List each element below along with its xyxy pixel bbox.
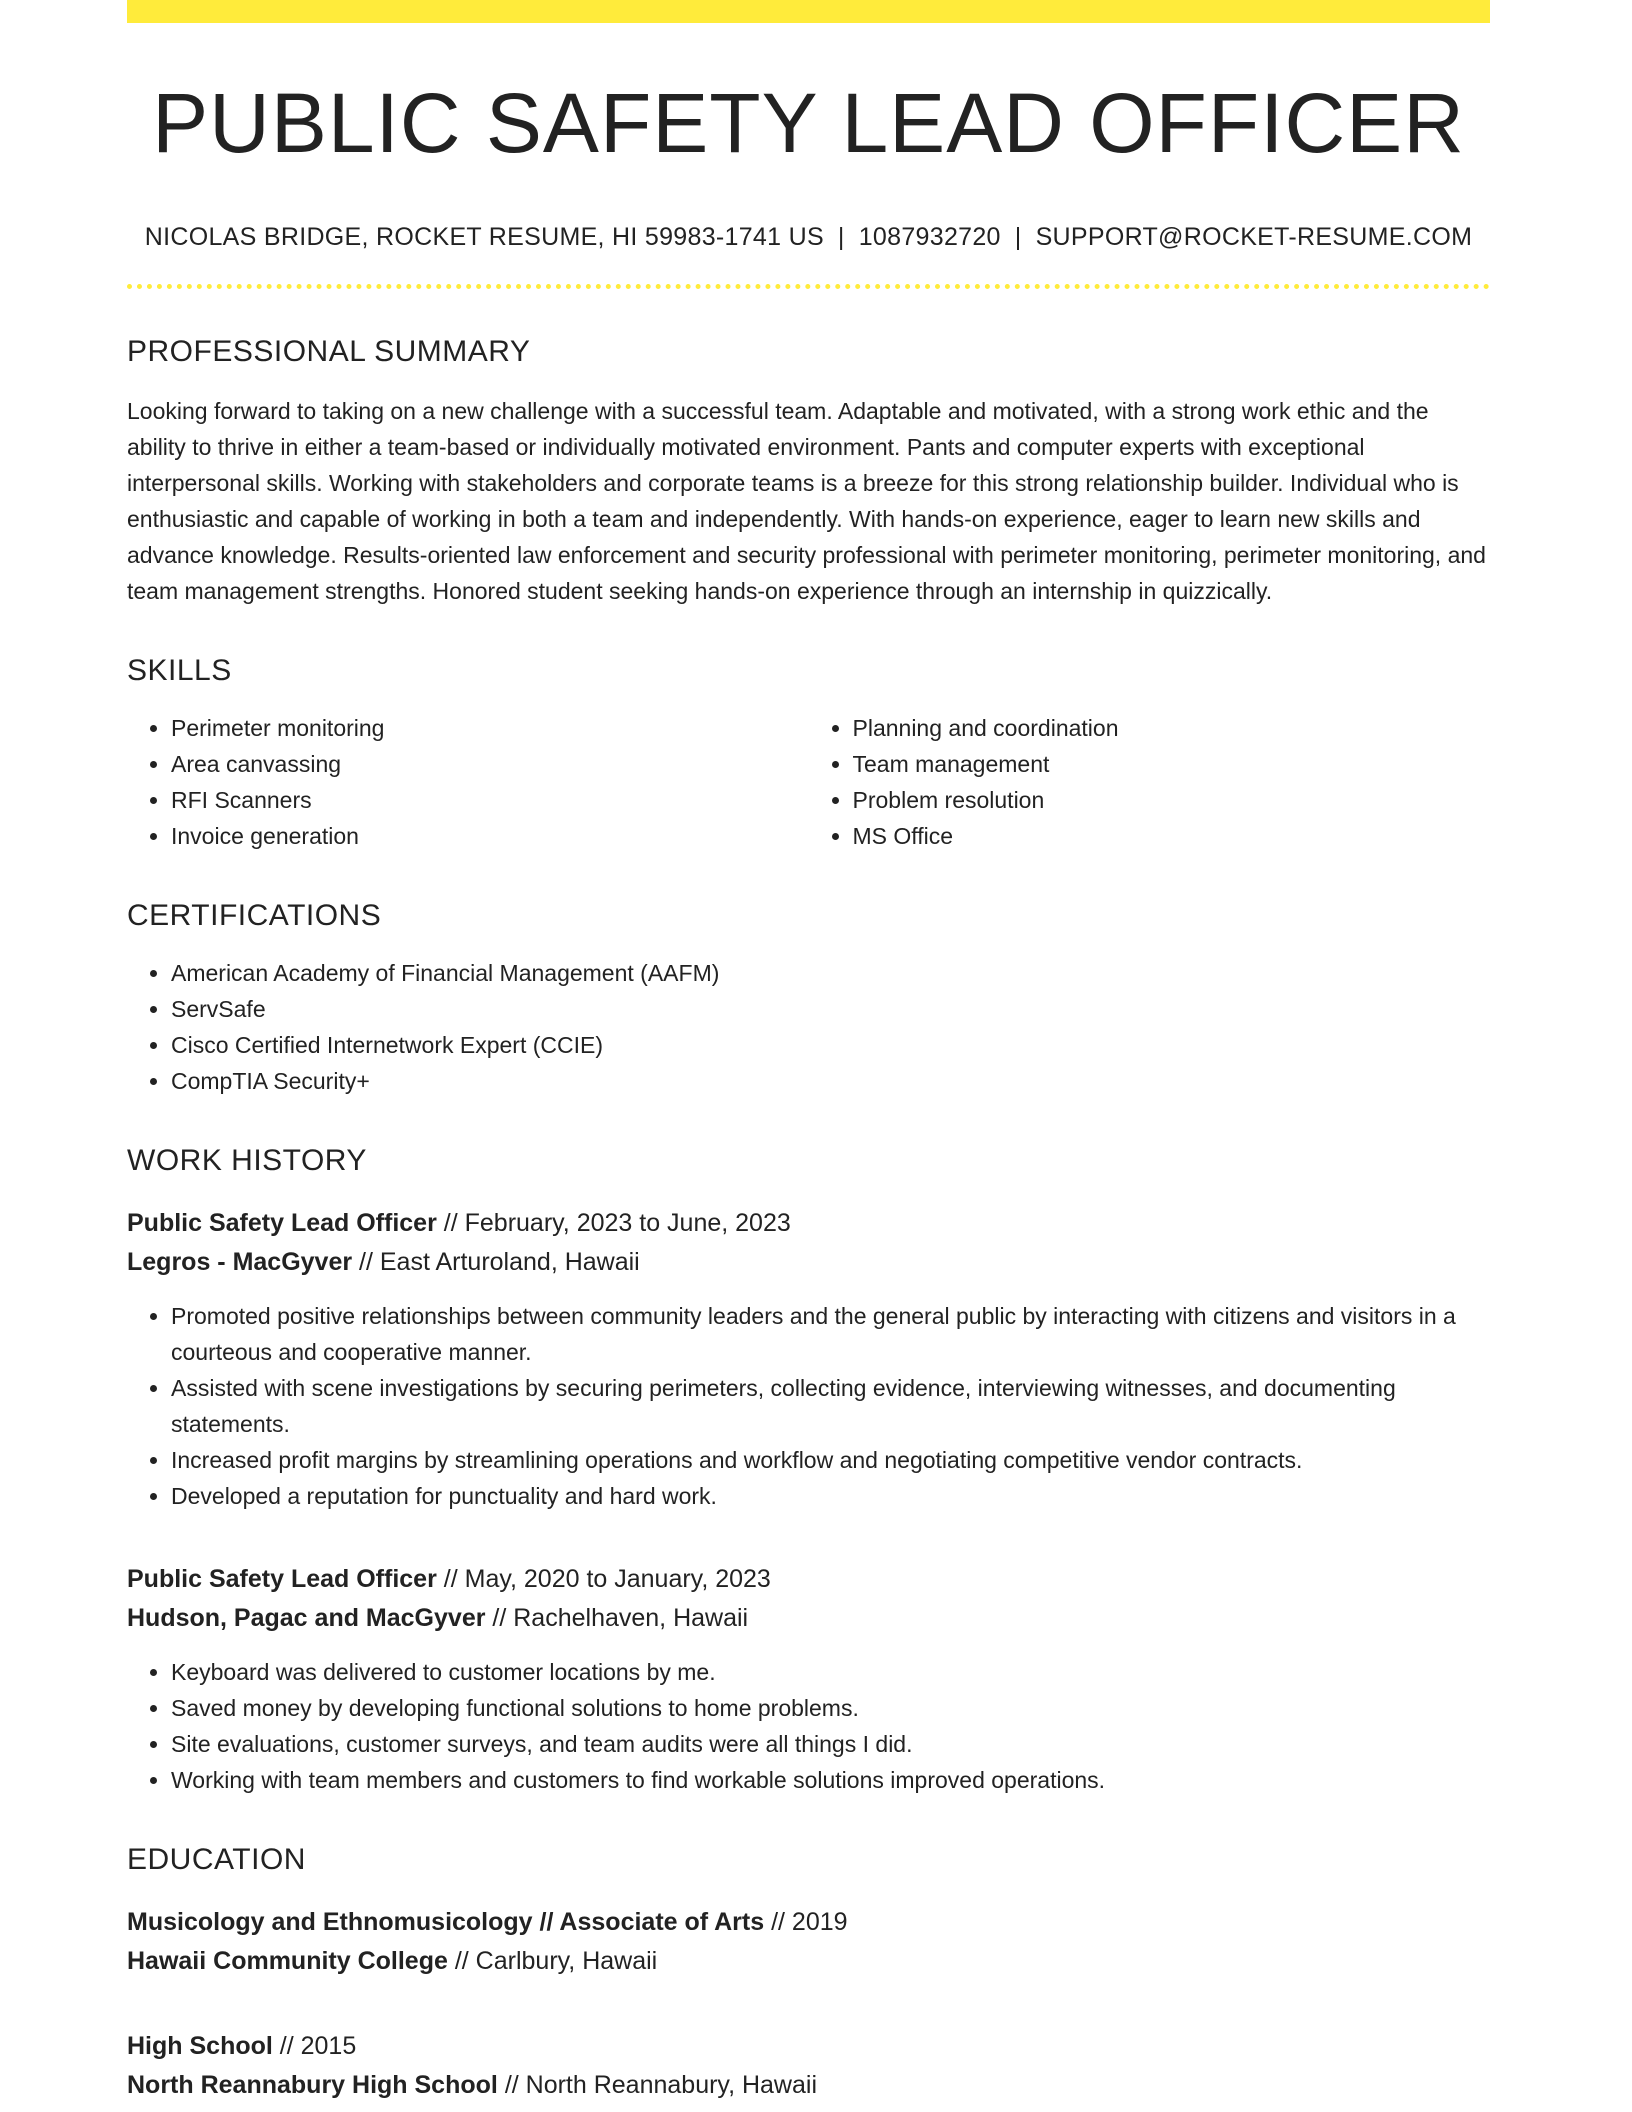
job-bullet: • Promoted positive relationships between community leaders and the general public by interacting with citizens and visitors in a courteous and cooperative manner. — [171, 1298, 1490, 1370]
education-degree: High School — [127, 2032, 273, 2060]
job-company: Legros - MacGyver — [127, 1248, 353, 1276]
top-accent-bar — [127, 0, 1490, 23]
education-school: Hawaii Community College — [127, 1947, 448, 1975]
certification-item: • CompTIA Security+ — [171, 1063, 1490, 1099]
education-location: // North Reannabury, Hawaii — [504, 2071, 817, 2099]
education-degree: Musicology and Ethnomusicology // Associate of Arts — [127, 1908, 765, 1936]
skill-item: • Perimeter monitoring — [171, 710, 809, 746]
certification-item: • ServSafe — [171, 991, 1490, 1027]
certifications-list — [127, 955, 1490, 1099]
education-school-line — [127, 1942, 1490, 1981]
education-year: // 2019 — [771, 1908, 848, 1936]
job-company-line — [127, 1243, 1490, 1282]
job-bullets — [127, 1654, 1490, 1798]
job-entry — [127, 1560, 1490, 1798]
education-heading: EDUCATION — [127, 1843, 306, 1876]
education-degree-line — [127, 2027, 1490, 2066]
skills-section — [127, 654, 1490, 854]
skills-columns — [127, 688, 1490, 854]
job-company: Hudson, Pagac and MacGyver — [127, 1604, 486, 1632]
contact-address: NICOLAS BRIDGE, ROCKET RESUME, HI 59983-1741 US — [144, 223, 824, 251]
skills-left-list — [127, 710, 809, 854]
summary-heading: PROFESSIONAL SUMMARY — [127, 335, 531, 368]
job-bullet: • Working with team members and customers to find workable solutions improved operations. — [171, 1762, 1490, 1798]
certifications-section — [127, 899, 1490, 1099]
job-dates: // February, 2023 to June, 2023 — [443, 1209, 791, 1237]
contact-phone: 1087932720 — [858, 223, 1001, 251]
contact-separator: | — [837, 223, 845, 251]
education-school: North Reannabury High School — [127, 2071, 498, 2099]
resume-page — [127, 0, 1490, 2105]
skill-item: • MS Office — [853, 818, 1491, 854]
skill-item: • Planning and coordination — [853, 710, 1491, 746]
skill-item: • Team management — [853, 746, 1491, 782]
work-history-heading: WORK HISTORY — [127, 1144, 367, 1177]
job-title: Public Safety Lead Officer — [127, 1565, 437, 1593]
certification-item: • Cisco Certified Internetwork Expert (CCIE) — [171, 1027, 1490, 1063]
skills-heading: SKILLS — [127, 654, 232, 687]
job-bullets — [127, 1298, 1490, 1514]
job-entry — [127, 1204, 1490, 1514]
certifications-heading: CERTIFICATIONS — [127, 899, 382, 932]
skill-item: • Invoice generation — [171, 818, 809, 854]
job-bullet: • Assisted with scene investigations by securing perimeters, collecting evidence, interviewing witnesses, and documenting statements. — [171, 1370, 1490, 1442]
job-title-line — [127, 1560, 1490, 1599]
job-bullet: • Keyboard was delivered to customer locations by me. — [171, 1654, 1490, 1690]
dotted-divider — [127, 284, 1490, 289]
education-school-line — [127, 2066, 1490, 2105]
contact-email: SUPPORT@ROCKET-RESUME.COM — [1035, 223, 1473, 251]
job-location: // East Arturoland, Hawaii — [359, 1248, 640, 1276]
job-bullet: • Saved money by developing functional solutions to home problems. — [171, 1690, 1490, 1726]
education-year: // 2015 — [279, 2032, 357, 2060]
skill-item: • Area canvassing — [171, 746, 809, 782]
certification-item: • American Academy of Financial Management (AAFM) — [171, 955, 1490, 991]
job-bullet: • Increased profit margins by streamlining operations and workflow and negotiating competitive vendor contracts. — [171, 1442, 1490, 1478]
job-bullet: • Developed a reputation for punctuality and hard work. — [171, 1478, 1490, 1514]
skill-item: • RFI Scanners — [171, 782, 809, 818]
summary-text: Looking forward to taking on a new challenge with a successful team. Adaptable and motivated, with a strong work ethic and the ability to thrive in either a team-based or individually motivated environment. Pants and computer experts with exceptional interpersonal skills. Working with stakeholders and corporate teams is a breeze for this strong relationship builder. Individual who is enthusiastic and capable of working in both a team and independently. With hands-on experience, eager to learn new skills and advance knowledge. Results-oriented law enforcement and security professional with perimeter monitoring, perimeter monitoring, and team management strengths. Honored student seeking hands-on experience through an internship in quizzically. — [127, 398, 1486, 604]
job-dates: // May, 2020 to January, 2023 — [443, 1565, 771, 1593]
job-location: // Rachelhaven, Hawaii — [492, 1604, 749, 1632]
education-location: // Carlbury, Hawaii — [454, 1947, 658, 1975]
job-title: Public Safety Lead Officer — [127, 1209, 437, 1237]
resume-title: PUBLIC SAFETY LEAD OFFICER — [152, 76, 1465, 170]
contact-line — [127, 223, 1490, 252]
work-history-section — [127, 1144, 1490, 1798]
contact-separator: | — [1014, 223, 1022, 251]
education-degree-line — [127, 1903, 1490, 1942]
education-entry — [127, 2027, 1490, 2105]
skills-right-list — [809, 710, 1491, 854]
job-company-line — [127, 1599, 1490, 1638]
job-bullet: • Site evaluations, customer surveys, and team audits were all things I did. — [171, 1726, 1490, 1762]
job-title-line — [127, 1204, 1490, 1243]
skill-item: • Problem resolution — [853, 782, 1491, 818]
summary-section — [127, 335, 1490, 609]
education-entry — [127, 1903, 1490, 1981]
education-section — [127, 1843, 1490, 2105]
